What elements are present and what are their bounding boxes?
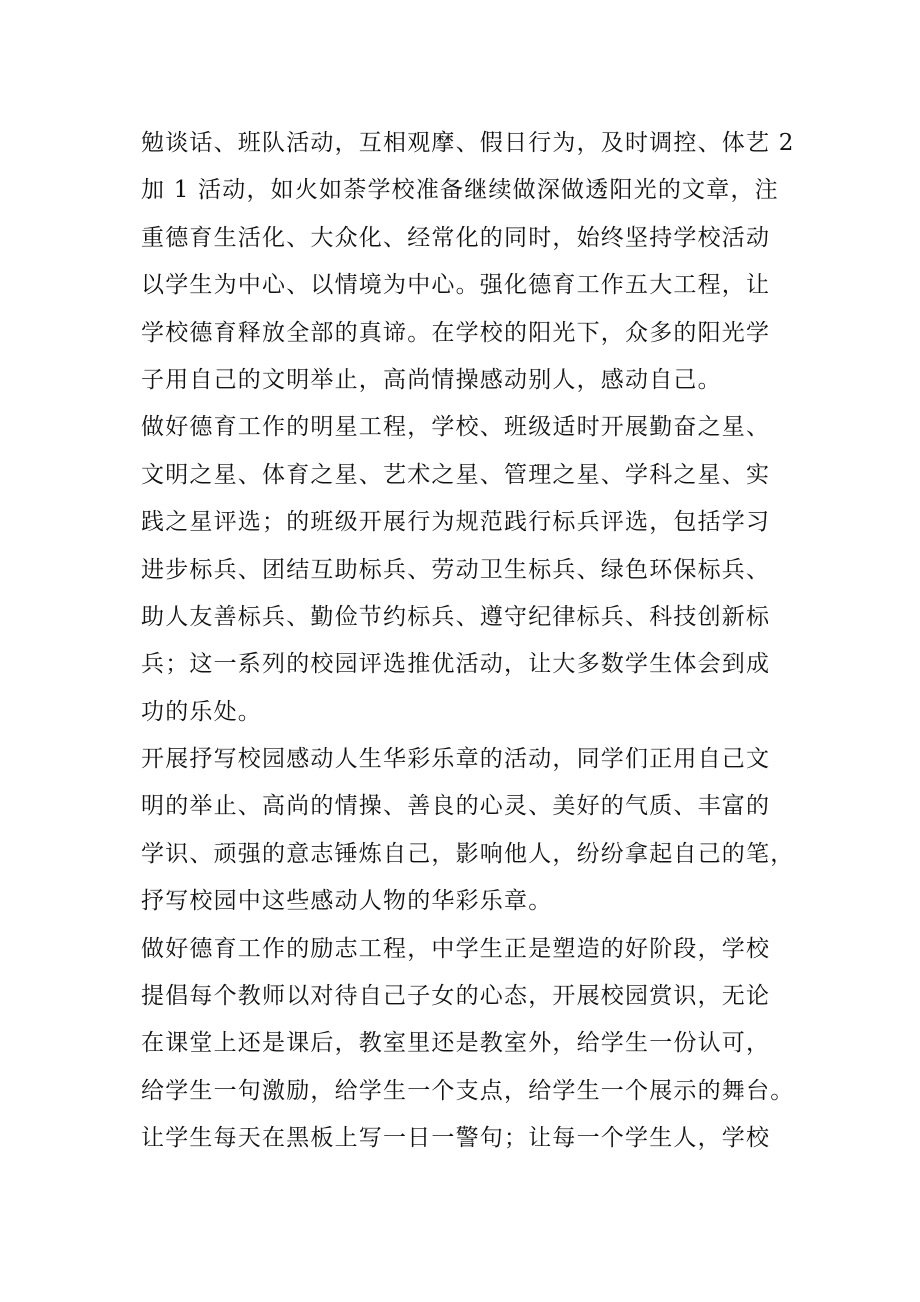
text-line: 文明之星、体育之星、艺术之星、管理之星、学科之星、实 [141,461,771,488]
text-line: 做好德育工作的明星工程，学校、班级适时开展勤奋之星、 [141,414,771,441]
text-line: 以学生为中心、以情境为中心。强化德育工作五大工程，让 [141,272,771,299]
body-text [141,120,801,1163]
text-line: 明的举止、高尚的情操、善良的心灵、美好的气质、丰富的 [141,793,771,820]
text-line: 学校德育释放全部的真谛。在学校的阳光下，众多的阳光学 [141,319,771,346]
text-line: 在课堂上还是课后，教室里还是教室外，给学生一份认可， [141,1030,771,1057]
text-line: 加 1 活动，如火如荼学校准备继续做深做透阳光的文章，注 [141,177,779,204]
text-line: 进步标兵、团结互助标兵、劳动卫生标兵、绿色环保标兵、 [141,556,771,583]
text-line: 抒写校园中这些感动人物的华彩乐章。 [141,888,553,915]
text-line: 功的乐处。 [141,698,262,725]
text-line: 勉谈话、班队活动，互相观摩、假日行为，及时调控、体艺 2 [141,130,795,156]
text-line: 做好德育工作的励志工程，中学生正是塑造的好阶段，学校 [141,935,771,962]
text-line: 兵；这一系列的校园评选推优活动，让大多数学生体会到成 [141,651,771,678]
text-line: 提倡每个教师以对待自己子女的心态，开展校园赏识，无论 [141,983,771,1010]
text-line: 开展抒写校园感动人生华彩乐章的活动，同学们正用自己文 [141,746,771,773]
text-line: 重德育生活化、大众化、经常化的同时，始终坚持学校活动 [141,224,771,251]
text-line: 学识、顽强的意志锤炼自己，影响他人，纷纷拿起自己的笔， [141,840,795,867]
text-line: 助人友善标兵、勤俭节约标兵、遵守纪律标兵、科技创新标 [141,603,771,630]
text-line: 践之星评选；的班级开展行为规范践行标兵评选，包括学习 [141,509,771,536]
text-line: 子用自己的文明举止，高尚情操感动别人，感动自己。 [141,366,722,393]
text-line: 给学生一句激励，给学生一个支点，给学生一个展示的舞台。 [141,1077,795,1104]
text-line: 让学生每天在黑板上写一日一警句；让每一个学生人，学校 [141,1125,771,1152]
